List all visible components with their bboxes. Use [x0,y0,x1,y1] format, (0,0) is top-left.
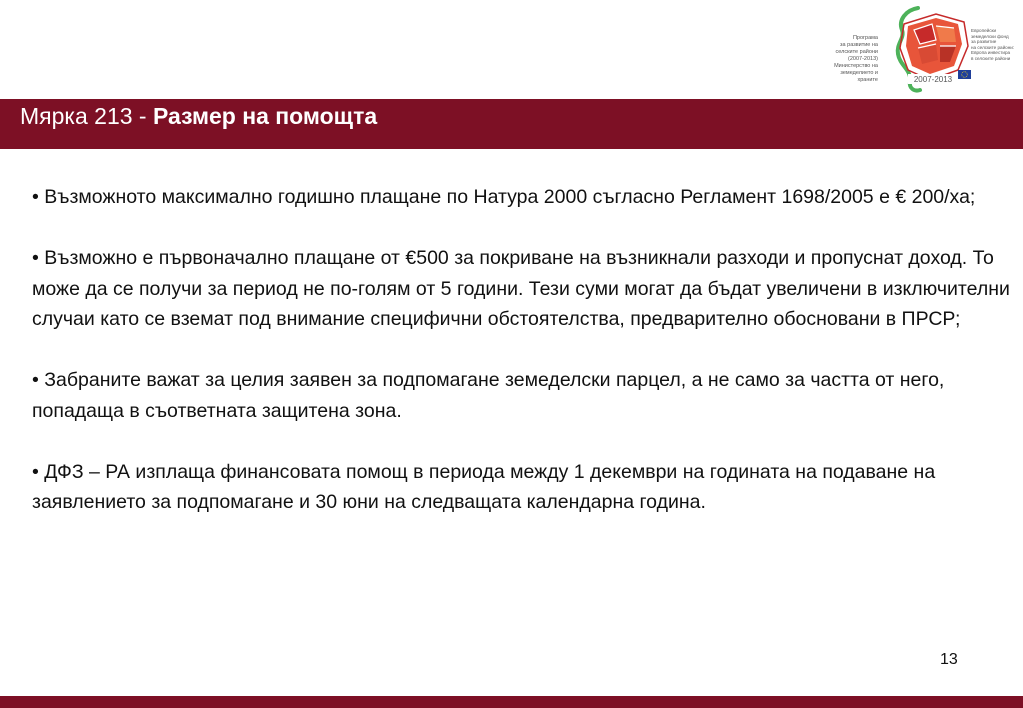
logo-text-line: за развитие на [840,42,878,48]
title-bar [0,99,1023,149]
slide-title [20,103,377,130]
program-logo [823,4,1023,96]
logo-text-line: Програма [852,35,878,41]
logo-text-line: Европейски [971,28,997,33]
bullet-paragraph: • Възможното максимално годишно плащане по Натура 2000 съгласно Регламент 1698/2005 е € 200/ха; [32,186,976,208]
bulgaria-map-icon [878,4,971,94]
logo-text-line: на селските райони: [971,44,1015,50]
logo-text-line: селските райони [835,49,878,55]
slide-content [32,182,1017,548]
page-number: 13 [940,651,958,668]
logo-text-line: земеделски фонд [971,33,1009,39]
bottom-bar [0,696,1023,708]
logo-text-line: храните [857,77,878,83]
logo-text-line: Европа инвестира [971,50,1011,56]
slide-title-measure: Мярка 213 - [20,103,147,129]
eu-flag-icon [958,70,971,79]
logo-text-line: в селските райони [971,55,1011,61]
bullet-paragraph: • ДФЗ – РА изплаща финансовата помощ в периода между 1 декември на годината на подаване на заявлението за подпомагане и 30 юни на следващата календарна година. [32,460,936,513]
logo-text-line: Министерство на [834,63,878,69]
bullet-paragraph: • Забраните важат за целия заявен за подпомагане земеделски парцел, а не само за частта от него, попадаща в съответната защитена зона. [32,369,945,422]
logo-text-line: земеделието и [840,70,878,76]
slide-title-topic: Размер на помощта [146,103,378,129]
logo-text-line: за развитие [971,39,997,45]
bullet-paragraph: • Възможно е първоначално плащане от €500 за покриване на възникнали разходи и пропуснат доход. То може да се получи за период не по-голям от 5 години. Тези суми могат да бъдат увеличени в изключителни случаи като се вземат под внимание специфични обстоятелства, предварително обосновани в ПРСР; [32,247,1010,330]
logo-right-text [971,28,1023,62]
logo-years: 2007-2013 [913,75,953,84]
logo-text-line: (2007-2013) [848,56,878,62]
logo-left-text [823,35,878,84]
